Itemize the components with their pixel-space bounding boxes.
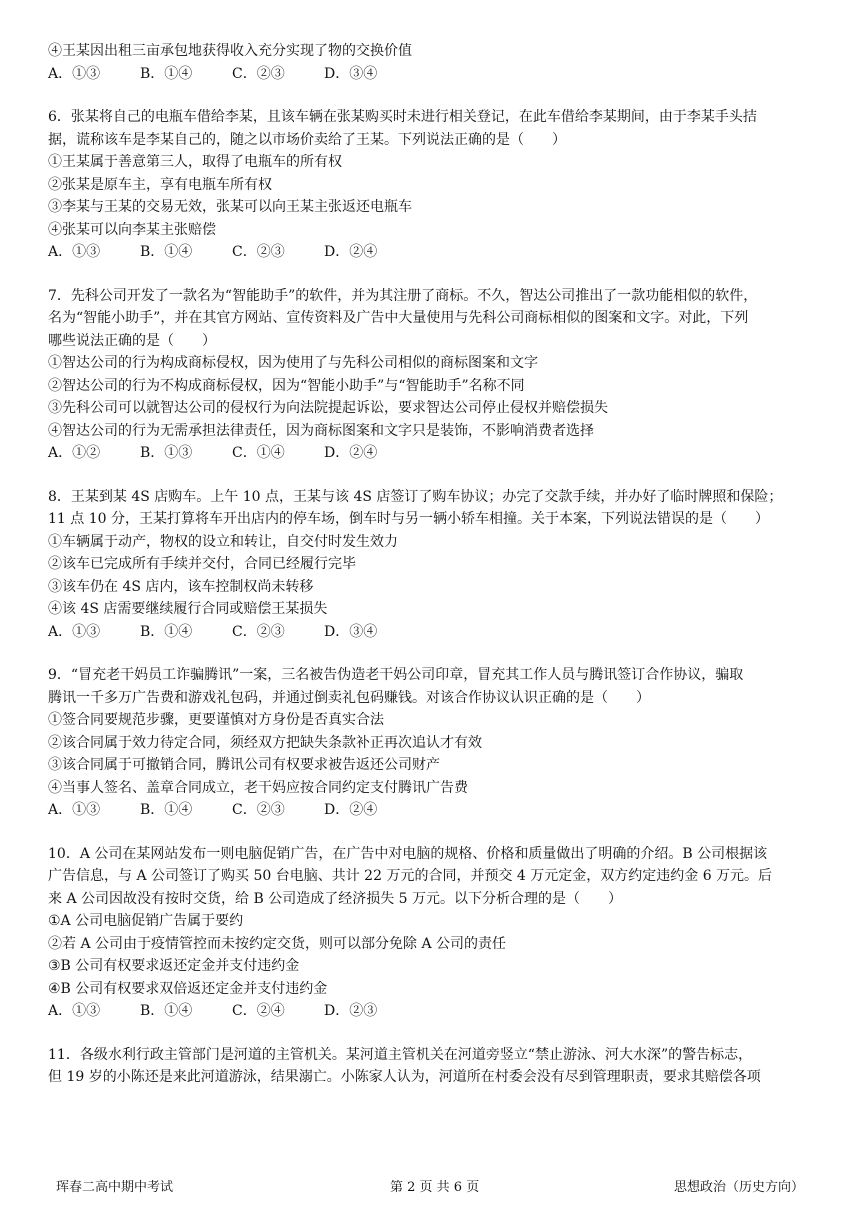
question-8 [48,486,818,644]
option-b[interactable]: B．①④ [140,623,193,640]
statement: ③李某与王某的交易无效，张某可以向王某主张返还电瓶车 [48,199,412,215]
question-stem: 但 19 岁的小陈还是来此河道游泳，结果溺亡。小陈家人认为，河道所在村委会没有尽到管理职责，要求其赔偿各项 [48,1069,761,1085]
statement: ②若 A 公司由于疫情管控而未按约定交货，则可以部分免除 A 公司的责任 [48,935,507,952]
statement: ①车辆属于动产，物权的设立和转让，自交付时发生效力 [48,533,398,550]
option-c[interactable]: C．②③ [232,65,285,82]
statement: ①王某属于善意第三人，取得了电瓶车的所有权 [48,154,342,170]
question-10 [48,843,818,1023]
option-a[interactable]: A．①② [48,445,101,461]
question-9 [48,664,818,822]
statement: ②智达公司的行为不构成商标侵权，因为“智能小助手”与“智能助手”名称不同 [48,377,525,394]
question-stem: 11 点 10 分，王某打算将车开出店内的停车场，倒车时与另一辆小轿车相撞。关于本案，下列说法错误的是（ ） [48,511,769,527]
page-content [48,40,818,1089]
question-stem: 来 A 公司因故没有按时交货，给 B 公司造成了经济损失 5 万元。以下分析合理的是（ ） [48,890,623,907]
footer-school: 珲春二高中期中考试 [56,1180,174,1195]
answer-options [48,621,818,644]
statement: ④当事人签名、盖章合同成立，老干妈应按合同约定支付腾讯广告费 [48,779,468,796]
answer-options [48,1000,818,1023]
question-stem: 哪些说法正确的是（ ） [48,332,216,349]
question-7 [48,285,818,465]
option-d[interactable]: D．③④ [324,65,378,82]
option-d[interactable]: D．②③ [324,1003,378,1019]
question-stem: 名为“智能小助手”，并在其官方网站、宣传资料及广告中大量使用与先科公司商标相似的图案和文字。对此，下列 [48,310,749,326]
statement: ①A 公司电脑促销广告属于要约 [48,913,244,929]
option-a[interactable]: A．①③ [48,802,101,818]
option-d[interactable]: D．②④ [324,244,378,260]
answer-options [48,442,818,465]
question-stem: 7．先科公司开发了一款名为“智能助手”的软件，并为其注册了商标。不久，智达公司推出了一款功能相似的软件， [48,287,758,304]
statement: ②该车已完成所有手续并交付，合同已经履行完毕 [48,556,356,572]
footer-subject: 思想政治（历史方向） [673,1180,804,1195]
statement: ③该车仍在 4S 店内，该车控制权尚未转移 [48,578,314,595]
statement: ③B 公司有权要求返还定金并支付违约金 [48,958,300,974]
option-c[interactable]: C．②④ [232,1003,285,1019]
question-stem: 腾讯一千多万广告费和游戏礼包码，并通过倒卖礼包码赚钱。对该合作协议认识正确的是（ ） [48,689,650,706]
statement: ②张某是原车主，享有电瓶车所有权 [48,176,272,193]
statement: ④智达公司的行为无需承担法律责任，因为商标图案和文字只是装饰，不影响消费者选择 [48,422,594,439]
question-5-tail [48,40,818,85]
question-stem: 8．王某到某 4S 店购车。上午 10 点，王某与该 4S 店签订了购车协议；办完了交款手续，并办好了临时牌照和保险； [48,488,783,505]
statement: ③先科公司可以就智达公司的侵权行为向法院提起诉讼，要求智达公司停止侵权并赔偿损失 [48,400,608,416]
option-a[interactable]: A．①③ [48,244,101,260]
option-b[interactable]: B．①④ [140,802,193,818]
statement: ①签合同要规范步骤，更要谨慎对方身份是否真实合法 [48,712,384,728]
option-b[interactable]: B．①③ [140,445,193,461]
option-d[interactable]: D．②④ [324,802,378,818]
answer-options [48,799,818,822]
statement: ④B 公司有权要求双倍返还定金并支付违约金 [48,980,328,997]
option-c[interactable]: C．②③ [232,802,285,818]
question-stem: 11．各级水利行政主管部门是河道的主管机关。某河道主管机关在河道旁竖立“禁止游泳、河大水深”的警告标志， [48,1046,753,1063]
answer-options [48,63,818,86]
question-stem: 6．张某将自己的电瓶车借给李某，且该车辆在张某购买时未进行相关登记，在此车借给李某期间，由于李某手头拮 [48,109,757,125]
question-stem: 广告信息，与 A 公司签订了购买 50 台电脑、共计 22 万元的合同，并预交 4 万元定金，双方约定违约金 6 万元。后 [48,868,773,884]
option-c[interactable]: C．①④ [232,445,285,461]
question-stem: 据，谎称该车是李某自己的，随之以市场价卖给了王某。下列说法正确的是（ ） [48,131,566,148]
answer-options [48,241,818,264]
option-d[interactable]: D．②④ [324,445,378,461]
statement: ④王某因出租三亩承包地获得收入充分实现了物的交换价值 [48,43,412,59]
option-a[interactable]: A．①③ [48,65,101,82]
option-c[interactable]: C．②③ [232,623,285,640]
option-d[interactable]: D．③④ [324,623,378,640]
question-stem: 9．“冒充老干妈员工诈骗腾讯”一案，三名被告伪造老干妈公司印章，冒充其工作人员与腾讯签订合作协议，骗取 [48,667,744,683]
option-a[interactable]: A．①③ [48,1003,101,1019]
statement: ③该合同属于可撤销合同，腾讯公司有权要求被告返还公司财产 [48,757,440,773]
question-stem: 10．A 公司在某网站发布一则电脑促销广告，在广告中对电脑的规格、价格和质量做出了明确的介绍。B 公司根据该 [48,845,768,862]
option-c[interactable]: C．②③ [232,244,285,260]
question-6 [48,106,818,264]
option-b[interactable]: B．①④ [140,1003,193,1019]
statement: ④该 4S 店需要继续履行合同或赔偿王某损失 [48,601,328,617]
question-11 [48,1044,818,1089]
footer-page-number: 第 2 页 共 6 页 [390,1180,480,1195]
statement: ④张某可以向李某主张赔偿 [48,221,216,238]
statement: ②该合同属于效力待定合同，须经双方把缺失条款补正再次追认才有效 [48,734,482,751]
statement: ①智达公司的行为构成商标侵权，因为使用了与先科公司相似的商标图案和文字 [48,355,538,371]
option-a[interactable]: A．①③ [48,623,101,640]
option-b[interactable]: B．①④ [140,65,193,82]
option-b[interactable]: B．①④ [140,244,193,260]
